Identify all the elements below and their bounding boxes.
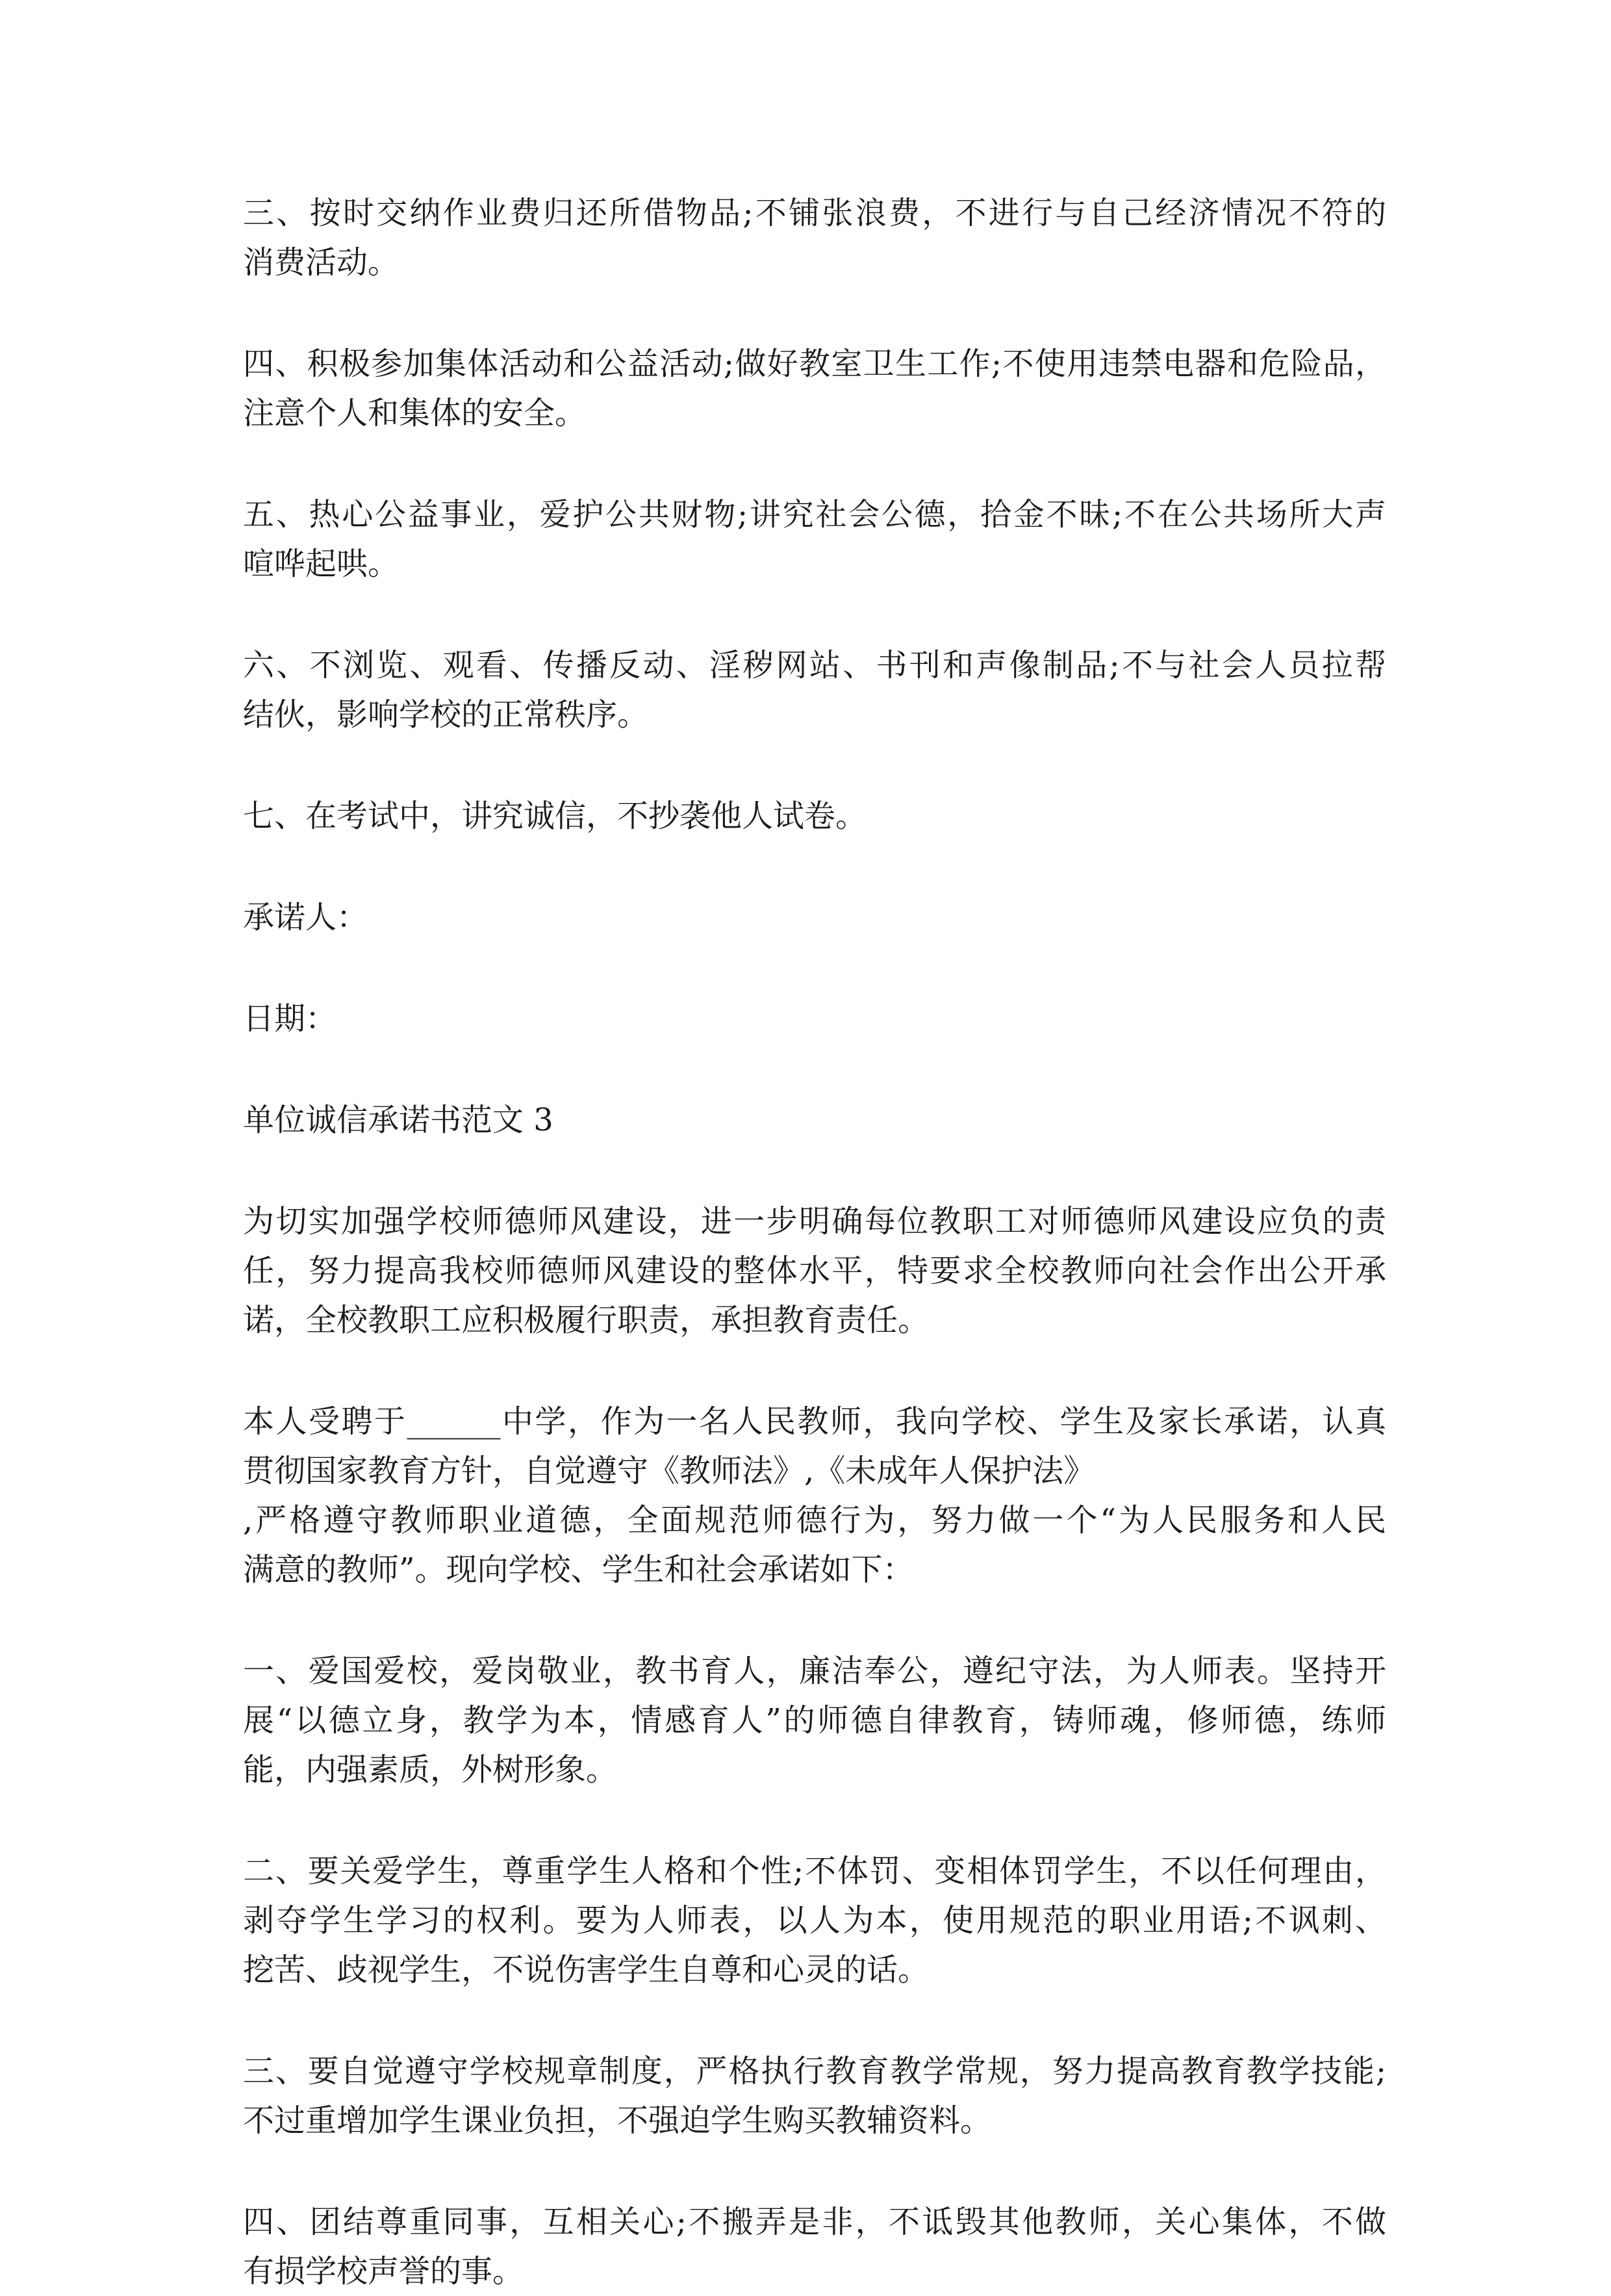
paragraph [243, 2197, 1386, 2296]
text-line: 注意个人和集体的安全。 [243, 395, 587, 431]
signatory-label: 承诺人： [243, 899, 368, 936]
text-line: 挖苦、歧视学生，不说伤害学生自尊和心灵的话。 [243, 1952, 930, 1988]
paragraph [243, 1846, 1386, 1995]
text-line: 任，努力提高我校师德师风建设的整体水平，特要求全校教师向社会作出公开承 [243, 1253, 1386, 1289]
document-body [243, 188, 1386, 2296]
paragraph [243, 339, 1386, 438]
text-line: 贯彻国家教育方针，自觉遵守《教师法》,《未成年人保护法》 [243, 1453, 1095, 1489]
text-line: 消费活动。 [243, 244, 400, 281]
text-line: 七、在考试中，讲究诚信，不抄袭他人试卷。 [243, 798, 867, 834]
text-line: 有损学校声誉的事。 [243, 2253, 524, 2290]
paragraph [243, 791, 1386, 841]
text-line: 四、团结尊重同事，互相关心;不搬弄是非，不诋毁其他教师，关心集体，不做 [243, 2204, 1386, 2240]
text-line: 不过重增加学生课业负担，不强迫学生购买教辅资料。 [243, 2102, 992, 2139]
text-line: 能，内强素质，外树形象。 [243, 1752, 618, 1788]
date-label: 日期： [243, 1001, 337, 1037]
text-line: 为切实加强学校师德师风建设，进一步明确每位教职工对师德师风建设应负的责 [243, 1203, 1386, 1240]
text-line: 诺，全校教职工应积极履行职责，承担教育责任。 [243, 1302, 930, 1338]
paragraph [243, 188, 1386, 287]
paragraph [243, 1197, 1386, 1345]
text-line: 三、按时交纳作业费归还所借物品;不铺张浪费，不进行与自己经济情况不符的 [243, 195, 1386, 231]
paragraph [243, 641, 1386, 739]
text-line: 四、积极参加集体活动和公益活动;做好教室卫生工作;不使用违禁电器和危险品， [243, 346, 1386, 382]
section-title: 单位诚信承诺书范文 3 [243, 1102, 553, 1138]
paragraph [243, 1397, 1386, 1594]
paragraph [243, 490, 1386, 589]
text-line: 结伙，影响学校的正常秩序。 [243, 696, 649, 733]
text-line: ,严格遵守教师职业道德，全面规范师德行为，努力做一个“为人民服务和人民 [243, 1502, 1386, 1538]
text-line: 六、不浏览、观看、传播反动、淫秽网站、书刊和声像制品;不与社会人员拉帮 [243, 647, 1386, 683]
text-line: 二、要关爱学生，尊重学生人格和个性;不体罚、变相体罚学生，不以任何理由， [243, 1853, 1386, 1889]
text-line: 喧哗起哄。 [243, 546, 400, 582]
text-line: 五、热心公益事业，爱护公共财物;讲究社会公德，拾金不昧;不在公共场所大声 [243, 496, 1386, 533]
text-line: 剥夺学生学习的权利。要为人师表，以人为本，使用规范的职业用语;不讽刺、 [243, 1902, 1386, 1939]
text-line: 展“以德立身，教学为本，情感育人”的师德自律教育，铸师魂，修师德，练师 [243, 1702, 1386, 1739]
paragraph [243, 1646, 1386, 1794]
text-line: 三、要自觉遵守学校规章制度，严格执行教育教学常规，努力提高教育教学技能; [243, 2053, 1386, 2089]
paragraph [243, 1095, 1386, 1145]
paragraph [243, 994, 1386, 1043]
paragraph [243, 893, 1386, 942]
text-line: 满意的教师”。现向学校、学生和社会承诺如下： [243, 1551, 914, 1588]
paragraph [243, 2047, 1386, 2145]
text-line: 本人受聘于______中学，作为一名人民教师，我向学校、学生及家长承诺，认真 [243, 1403, 1386, 1440]
text-line: 一、爱国爱校，爱岗敬业，教书育人，廉洁奉公，遵纪守法，为人师表。坚持开 [243, 1653, 1386, 1689]
